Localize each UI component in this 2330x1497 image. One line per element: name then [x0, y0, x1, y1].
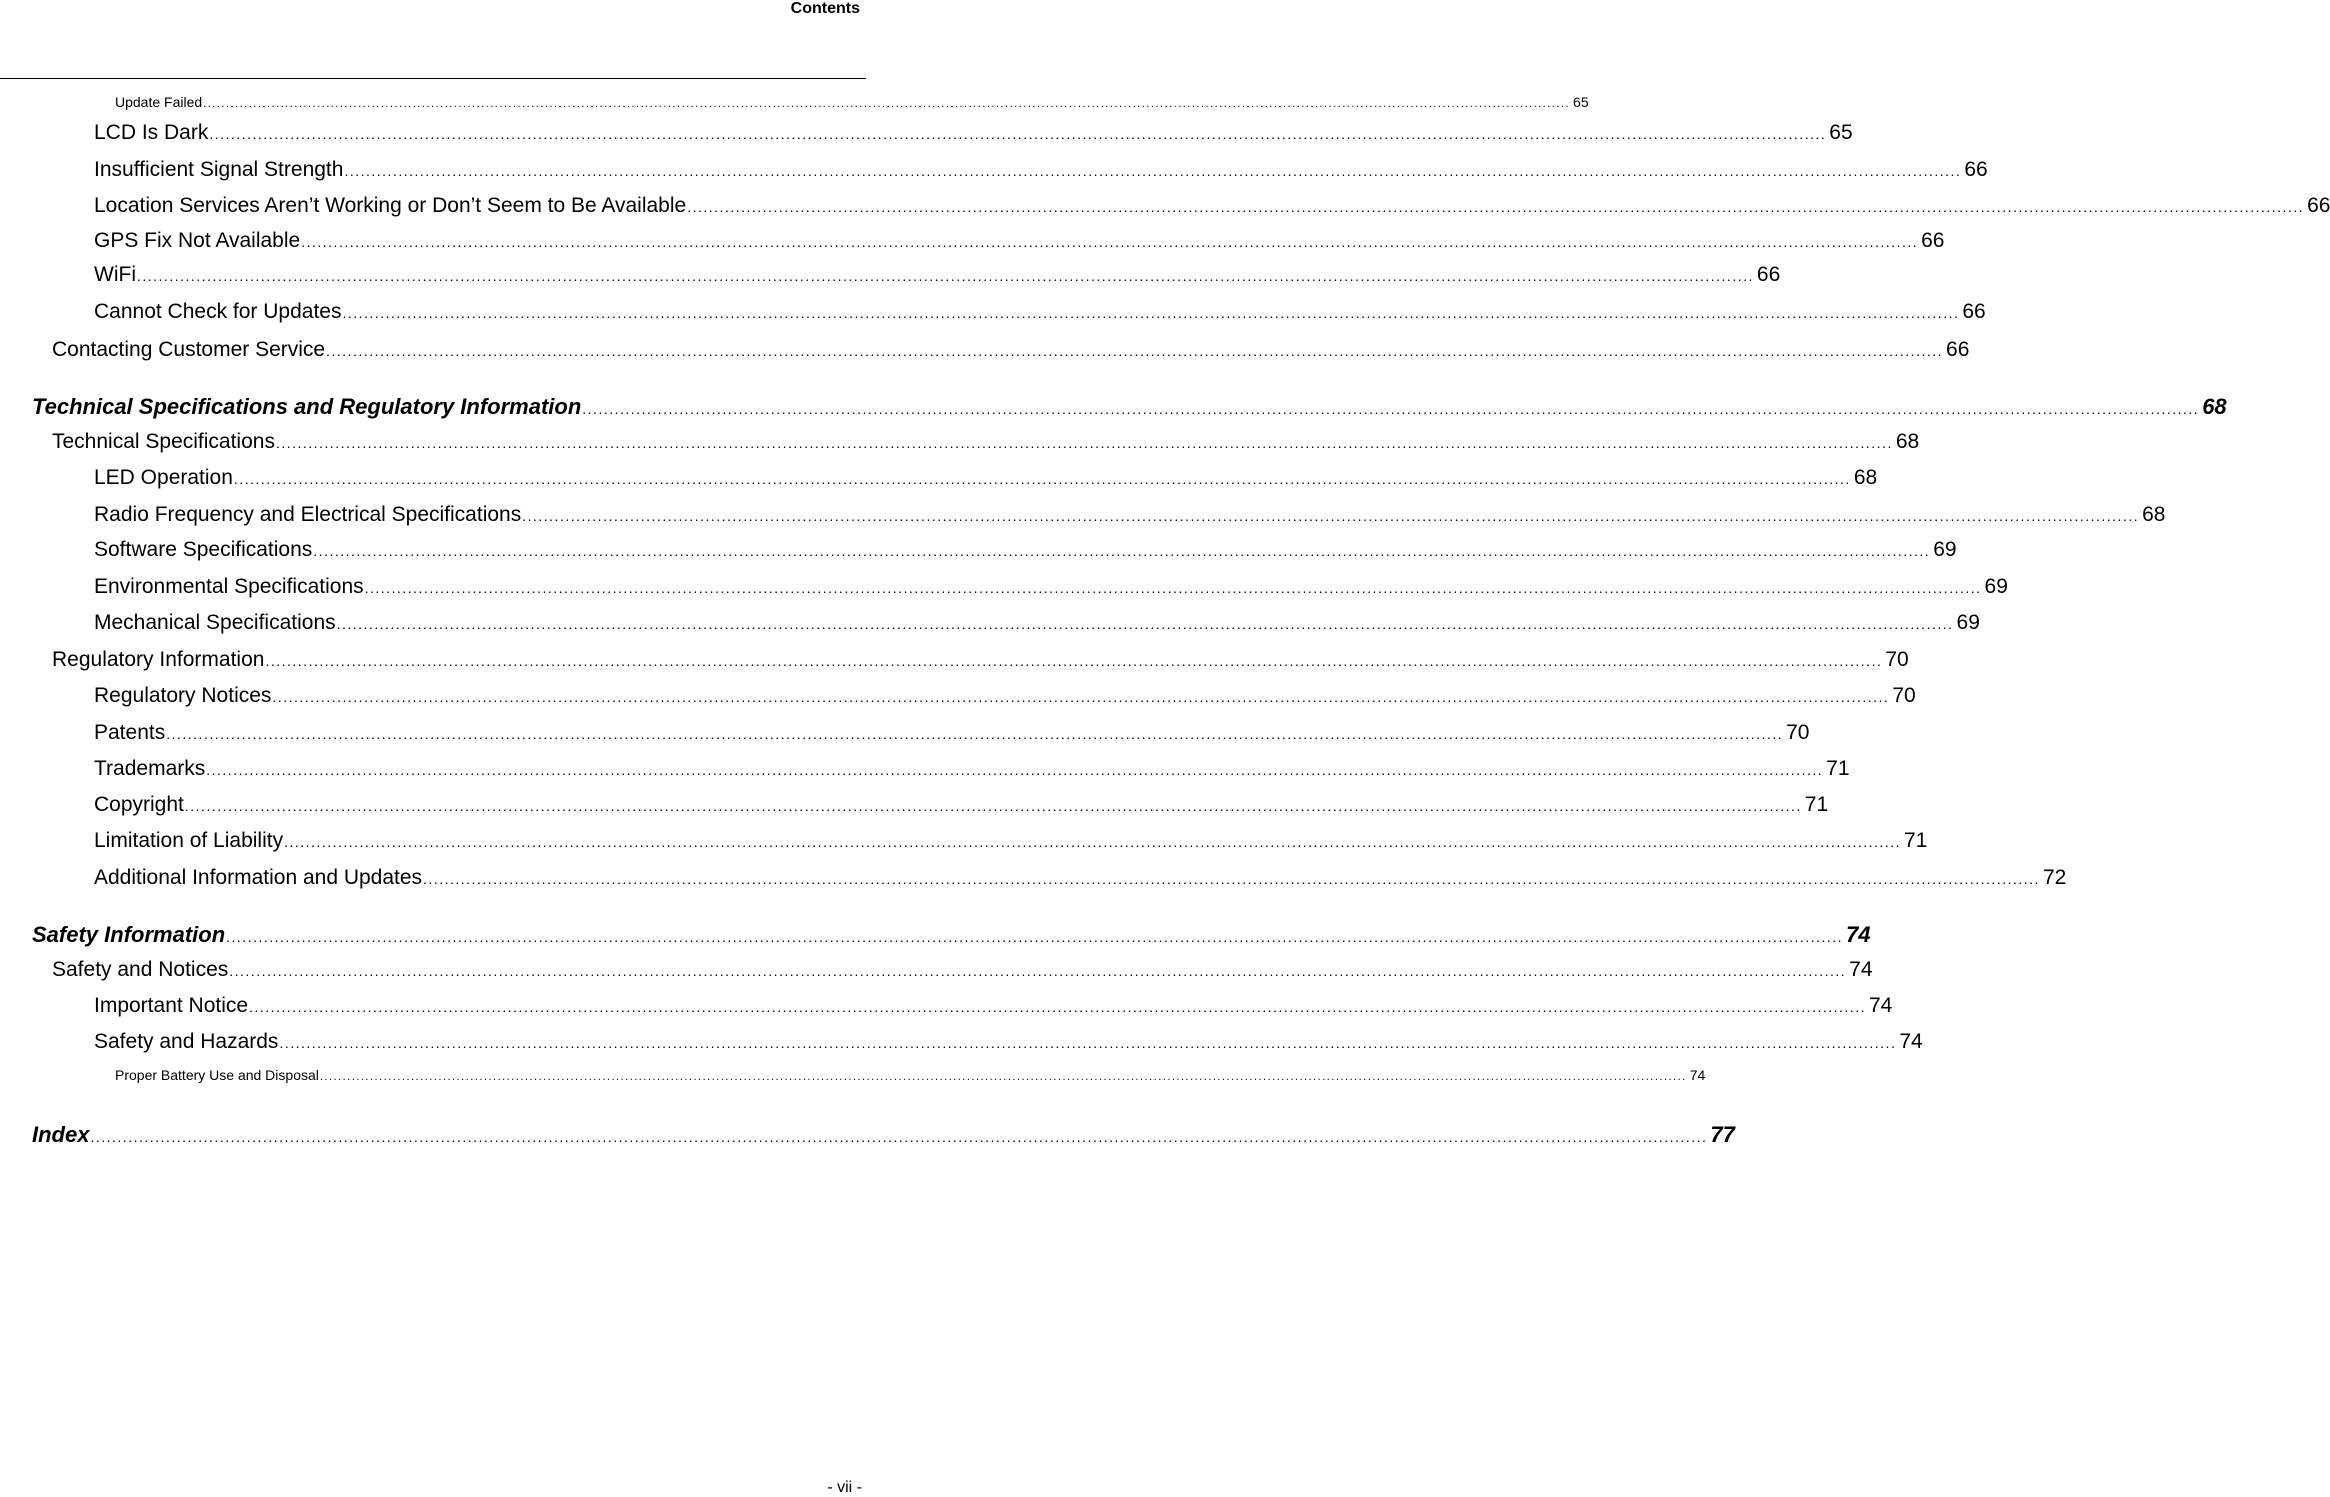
toc-entry[interactable] — [94, 611, 1980, 635]
toc-entry-title: Cannot Check for Updates — [94, 300, 342, 323]
toc-entry-title: Technical Specifications and Regulatory Information — [32, 394, 582, 419]
toc-entry-page: 65 — [1573, 94, 1589, 110]
toc-entry-title: Regulatory Information — [52, 648, 265, 671]
toc-dot-leader: ............................................................................................................................................................................................................................................................................................................ — [313, 543, 1931, 559]
toc-entry-page: 69 — [1933, 538, 1957, 561]
toc-entry-title: LCD Is Dark — [94, 121, 209, 144]
toc-dot-leader: ............................................................................................................................................................................................................................................................................................................ — [275, 435, 1893, 451]
toc-dot-leader: ............................................................................................................................................................................................................................................................................................................ — [166, 726, 1784, 742]
toc-entry-page: 74 — [1868, 994, 1893, 1017]
toc-entry[interactable] — [94, 263, 1781, 287]
running-header-title: Contents — [790, 0, 860, 17]
toc-entry[interactable] — [52, 648, 1909, 672]
toc-entry[interactable] — [94, 466, 1878, 490]
toc-entry[interactable] — [94, 300, 1986, 324]
toc-entry[interactable] — [52, 958, 1873, 982]
toc-dot-leader: ............................................................................................................................................................................................................................................................................................................ — [423, 871, 2040, 887]
toc-dot-leader: ............................................................................................................................................................................................................................................................................................................ — [249, 999, 1866, 1015]
toc-entry-title: Environmental Specifications — [94, 575, 364, 598]
toc-entry[interactable] — [94, 229, 1945, 253]
toc-entry[interactable] — [94, 994, 1893, 1018]
toc-entry-title: Patents — [94, 721, 166, 744]
toc-entry[interactable] — [94, 866, 2067, 890]
toc-entry-title: Software Specifications — [94, 538, 313, 561]
toc-entry-page: 71 — [1826, 757, 1850, 780]
toc-entry-title: Safety and Hazards — [94, 1030, 279, 1053]
toc-entry-page: 74 — [1849, 958, 1873, 981]
toc-entry-page: 68 — [1853, 466, 1878, 489]
toc-entry[interactable] — [94, 793, 1829, 817]
toc-dot-leader: ............................................................................................................................................................................................................................................................................................................ — [90, 1129, 1708, 1145]
toc-entry[interactable] — [115, 94, 1589, 110]
toc-dot-leader: ............................................................................................................................................................................................................................................................................................................ — [272, 689, 1890, 705]
toc-entry-title: Regulatory Notices — [94, 684, 272, 707]
toc-entry-page: 69 — [1956, 611, 1980, 634]
toc-entry[interactable] — [94, 757, 1850, 781]
toc-entry-page: 71 — [1804, 793, 1829, 816]
toc-entry-title: LED Operation — [94, 466, 233, 489]
toc-entry-title: Copyright — [94, 793, 184, 816]
toc-entry-title: Index — [32, 1122, 90, 1147]
toc-entry-page: 66 — [1962, 300, 1986, 323]
toc-entry[interactable] — [32, 922, 1871, 948]
toc-dot-leader: ............................................................................................................................................................................................................................................................................................................ — [209, 126, 1827, 142]
toc-entry[interactable] — [52, 430, 1920, 454]
toc-entry-title: Contacting Customer Service — [52, 338, 326, 361]
toc-entry[interactable] — [94, 829, 1928, 853]
toc-entry-page: 72 — [2042, 866, 2067, 889]
toc-entry[interactable] — [94, 1030, 1923, 1054]
toc-dot-leader: ............................................................................................................................................................................................................................................................................................................ — [582, 401, 2200, 417]
toc-entry-page: 68 — [2202, 394, 2227, 419]
toc-entry-page: 70 — [1786, 721, 1810, 744]
toc-dot-leader: ............................................................................................................................................................................................................................................................................................................ — [265, 653, 1883, 669]
toc-dot-leader: ............................................................................................................................................................................................................................................................................................................ — [687, 199, 2305, 215]
page-number: - vii - — [827, 1479, 862, 1496]
toc-dot-leader: ............................................................................................................................................................................................................................................................................................................ — [284, 834, 1901, 850]
toc-entry-title: Proper Battery Use and Disposal — [115, 1067, 319, 1083]
toc-entry-page: 69 — [1984, 575, 2008, 598]
toc-dot-leader: ............................................................................................................................................................................................................................................................................................................ — [301, 234, 1919, 250]
toc-dot-leader: ............................................................................................................................................................................................................................................................................................................ — [342, 305, 1960, 321]
toc-dot-leader: ............................................................................................................................................................................................................................................................................................................ — [229, 963, 1847, 979]
toc-dot-leader: ............................................................................................................................................................................................................................................................................................................ — [364, 580, 1982, 596]
toc-dot-leader: ............................................................................................................................................................................................................................................................................................................ — [522, 508, 2140, 524]
toc-entry-title: Safety Information — [32, 922, 226, 947]
toc-dot-leader: ............................................................................................................................................................................................................................................................................................................ — [344, 163, 1962, 179]
toc-dot-leader: ............................................................................................................................................................................................................................................................................................................ — [206, 762, 1824, 778]
toc-entry[interactable] — [94, 194, 2330, 218]
toc-entry-page: 77 — [1710, 1122, 1735, 1147]
toc-entry-title: Limitation of Liability — [94, 829, 284, 852]
toc-entry-title: Trademarks — [94, 757, 206, 780]
toc-entry[interactable] — [94, 121, 1853, 145]
toc-entry[interactable] — [115, 1067, 1706, 1083]
toc-entry-title: Mechanical Specifications — [94, 611, 336, 634]
toc-entry[interactable] — [94, 721, 1810, 745]
toc-entry-page: 66 — [1964, 158, 1988, 181]
toc-entry-title: Important Notice — [94, 994, 249, 1017]
toc-entry-title: GPS Fix Not Available — [94, 229, 301, 252]
toc-entry-page: 74 — [1899, 1030, 1923, 1053]
toc-entry-page: 71 — [1904, 829, 1928, 852]
toc-entry-title: Safety and Notices — [52, 958, 229, 981]
toc-entry[interactable] — [32, 394, 2227, 420]
toc-entry-page: 68 — [1895, 430, 1920, 453]
toc-entry-page: 74 — [1846, 922, 1871, 947]
toc-entry-page: 70 — [1892, 684, 1916, 707]
toc-dot-leader: ............................................................................................................................................................................................................................................................................................................ — [336, 616, 1954, 632]
toc-dot-leader: ............................................................................................................................................................................................................................................................................................................ — [136, 268, 1754, 284]
toc-entry-title: WiFi — [94, 263, 136, 286]
toc-entry-title: Update Failed — [115, 94, 203, 110]
toc-entry-page: 70 — [1885, 648, 1909, 671]
toc-entry[interactable] — [94, 575, 2008, 599]
toc-entry-title: Technical Specifications — [52, 430, 275, 453]
toc-entry-page: 65 — [1829, 121, 1853, 144]
toc-entry[interactable] — [94, 684, 1916, 708]
toc-dot-leader: ............................................................................................................................................................................................................................................................................................................ — [233, 471, 1851, 487]
toc-dot-leader: ............................................................................................................................................................................................................................................................................................................ — [184, 798, 1802, 814]
toc-entry[interactable] — [94, 158, 1988, 182]
toc-entry-page: 66 — [2307, 194, 2330, 217]
toc-dot-leader: ............................................................................................................................................................................................................................................................................................................ — [319, 1071, 1687, 1083]
toc-entry-page: 68 — [2142, 503, 2166, 526]
toc-entry-page: 66 — [1946, 338, 1970, 361]
toc-entry-title: Radio Frequency and Electrical Specifications — [94, 503, 522, 526]
toc-entry-title: Additional Information and Updates — [94, 866, 423, 889]
toc-entry[interactable] — [94, 538, 1957, 562]
toc-dot-leader: ............................................................................................................................................................................................................................................................................................................ — [226, 929, 1844, 945]
toc-entry[interactable] — [94, 503, 2166, 527]
toc-entry-title: Insufficient Signal Strength — [94, 158, 344, 181]
toc-dot-leader: ............................................................................................................................................................................................................................................................................................................ — [203, 98, 1571, 110]
toc-entry-page: 66 — [1756, 263, 1781, 286]
toc-dot-leader: ............................................................................................................................................................................................................................................................................................................ — [326, 343, 1944, 359]
toc-entry-title: Location Services Aren’t Working or Don’t Seem to Be Available — [94, 194, 687, 217]
header-divider — [0, 78, 866, 79]
toc-entry[interactable] — [52, 338, 1970, 362]
toc-entry-page: 66 — [1921, 229, 1945, 252]
toc-entry-page: 74 — [1689, 1067, 1706, 1083]
toc-dot-leader: ............................................................................................................................................................................................................................................................................................................ — [279, 1035, 1897, 1051]
toc-entry[interactable] — [32, 1122, 1735, 1148]
